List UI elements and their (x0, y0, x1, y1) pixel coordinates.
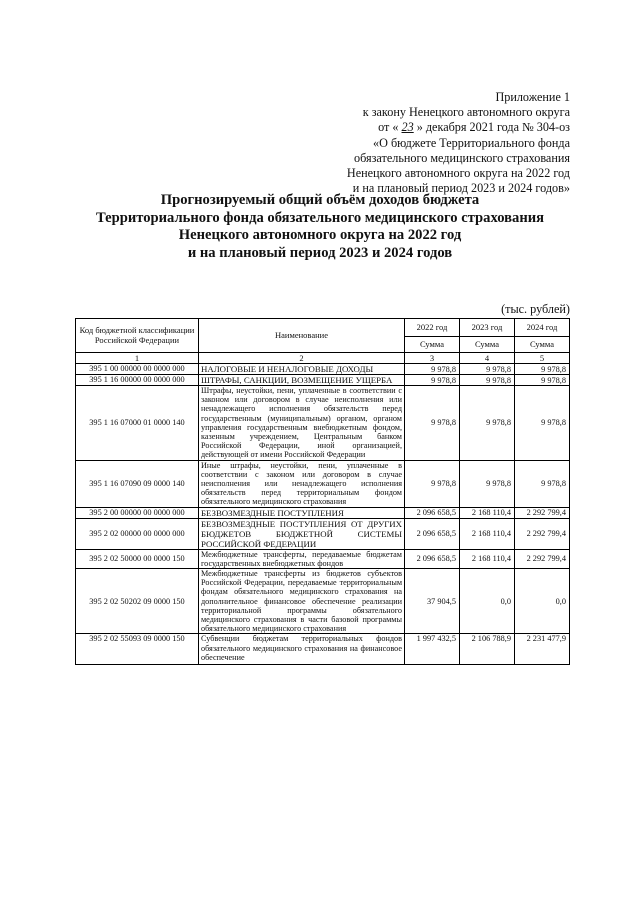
value-2024: 2 231 477,9 (515, 634, 570, 665)
title-line: Прогнозируемый общий объём доходов бюджета (160, 192, 480, 208)
table-row (76, 507, 570, 518)
date-prefix: от « (378, 120, 399, 135)
value-2023: 0,0 (460, 569, 515, 634)
row-name: БЕЗВОЗМЕЗДНЫЕ ПОСТУПЛЕНИЯ ОТ ДРУГИХ БЮДЖЕТОВ БЮДЖЕТНОЙ СИСТЕМЫ РОССИЙСКОЙ ФЕДЕРАЦИИ (199, 518, 405, 549)
value-2022: 2 096 658,5 (405, 507, 460, 518)
column-number: 5 (515, 353, 570, 364)
appendix-line: Приложение 1 (495, 90, 570, 104)
value-2024: 2 292 799,4 (515, 518, 570, 549)
row-code: 395 2 02 50000 00 0000 150 (76, 549, 199, 568)
row-code: 395 2 02 55093 09 0000 150 (76, 634, 199, 665)
header-sum: Сумма (515, 337, 570, 353)
header-year-2022: 2022 год (405, 319, 460, 337)
table-row (76, 569, 570, 634)
value-2022: 9 978,8 (405, 375, 460, 386)
value-2022: 9 978,8 (405, 364, 460, 375)
value-2022: 37 904,5 (405, 569, 460, 634)
document-title (40, 192, 600, 262)
column-number: 3 (405, 353, 460, 364)
value-2024: 9 978,8 (515, 386, 570, 461)
row-name: БЕЗВОЗМЕЗДНЫЕ ПОСТУПЛЕНИЯ (199, 507, 405, 518)
row-name: НАЛОГОВЫЕ И НЕНАЛОГОВЫЕ ДОХОДЫ (199, 364, 405, 375)
appendix-block (270, 90, 570, 196)
row-name: Штрафы, неустойки, пени, уплаченные в соответствии с законом или договором в случае неисполнения или ненадлежащего исполнения обязательств перед государственным (муниципальным) органом, органом управления государственным внебюджетным фондом, казенным учреждением, Центральным банком Российской Федерации, иной организацией, действующей от имени Российской Федерации (199, 386, 405, 461)
header-year-2023: 2023 год (460, 319, 515, 337)
appendix-line: и на плановый период 2023 и 2024 годов» (352, 181, 570, 196)
date-suffix: » декабря 2021 года № 304-оз (416, 120, 570, 135)
row-name: Субвенции бюджетам территориальных фондов обязательного медицинского страхования на финансовое обеспечение (199, 634, 405, 665)
column-number: 4 (460, 353, 515, 364)
title-line: и на плановый период 2023 и 2024 годов (187, 244, 453, 261)
value-2024: 2 292 799,4 (515, 507, 570, 518)
value-2023: 2 168 110,4 (460, 518, 515, 549)
appendix-line: Ненецкого автономного округа на 2022 год (346, 166, 570, 181)
column-number: 2 (199, 353, 405, 364)
value-2022: 2 096 658,5 (405, 549, 460, 568)
header-code: Код бюджетной классификации Российской Федерации (76, 319, 199, 353)
header-year-2024: 2024 год (515, 319, 570, 337)
header-sum: Сумма (405, 337, 460, 353)
row-code: 395 1 16 00000 00 0000 000 (76, 375, 199, 386)
title-line: Территориального фонда обязательного медицинского страхования (95, 209, 545, 226)
appendix-line: обязательного медицинского страхования (354, 150, 570, 165)
table-row (76, 518, 570, 549)
title-line: Ненецкого автономного округа на 2022 год (178, 227, 462, 243)
value-2022: 9 978,8 (405, 460, 460, 507)
column-number: 1 (76, 353, 199, 364)
row-code: 395 2 00 00000 00 0000 000 (76, 507, 199, 518)
value-2022: 2 096 658,5 (405, 518, 460, 549)
header-sum: Сумма (460, 337, 515, 353)
row-code: 395 1 16 07090 09 0000 140 (76, 460, 199, 507)
appendix-line: к закону Ненецкого автономного округа (362, 105, 570, 120)
value-2023: 2 106 788,9 (460, 634, 515, 665)
table-row (76, 634, 570, 665)
value-2024: 2 292 799,4 (515, 549, 570, 568)
value-2023: 2 168 110,4 (460, 549, 515, 568)
header-name: Наименование (199, 319, 405, 353)
row-name: ШТРАФЫ, САНКЦИИ, ВОЗМЕЩЕНИЕ УЩЕРБА (199, 375, 405, 386)
value-2024: 9 978,8 (515, 364, 570, 375)
value-2023: 2 168 110,4 (460, 507, 515, 518)
row-code: 395 2 02 50202 09 0000 150 (76, 569, 199, 634)
value-2022: 1 997 432,5 (405, 634, 460, 665)
value-2024: 9 978,8 (515, 375, 570, 386)
appendix-line: «О бюджете Территориального фонда (373, 135, 570, 150)
row-name: Межбюджетные трансферты, передаваемые бюджетам государственных внебюджетных фондов (199, 549, 405, 568)
row-code: 395 1 00 00000 00 0000 000 (76, 364, 199, 375)
value-2023: 9 978,8 (460, 460, 515, 507)
row-name: Межбюджетные трансферты из бюджетов субъектов Российской Федерации, передаваемые территориальным фондам обязательного медицинского страхования на дополнительное финансовое обеспечение реализации территориальной программы обязательного медицинского страхования в части базовой программы обязательного медицинского страхования (199, 569, 405, 634)
row-code: 395 2 02 00000 00 0000 000 (76, 518, 199, 549)
table-row (76, 364, 570, 375)
value-2023: 9 978,8 (460, 386, 515, 461)
table-row (76, 549, 570, 568)
value-2022: 9 978,8 (405, 386, 460, 461)
row-name: Иные штрафы, неустойки, пени, уплаченные в соответствии с законом или договором в случае неисполнения или ненадлежащего исполнения обязательств перед территориальным фондом обязательного медицинского страхования (199, 460, 405, 507)
table-row (76, 386, 570, 461)
row-code: 395 1 16 07000 01 0000 140 (76, 386, 199, 461)
appendix-date-line (270, 120, 570, 135)
revenue-table (75, 318, 570, 665)
units-label: (тыс. рублей) (501, 302, 570, 316)
table-row (76, 460, 570, 507)
handwritten-day: 23 (401, 120, 414, 135)
value-2023: 9 978,8 (460, 364, 515, 375)
table-row (76, 375, 570, 386)
value-2024: 9 978,8 (515, 460, 570, 507)
value-2023: 9 978,8 (460, 375, 515, 386)
value-2024: 0,0 (515, 569, 570, 634)
